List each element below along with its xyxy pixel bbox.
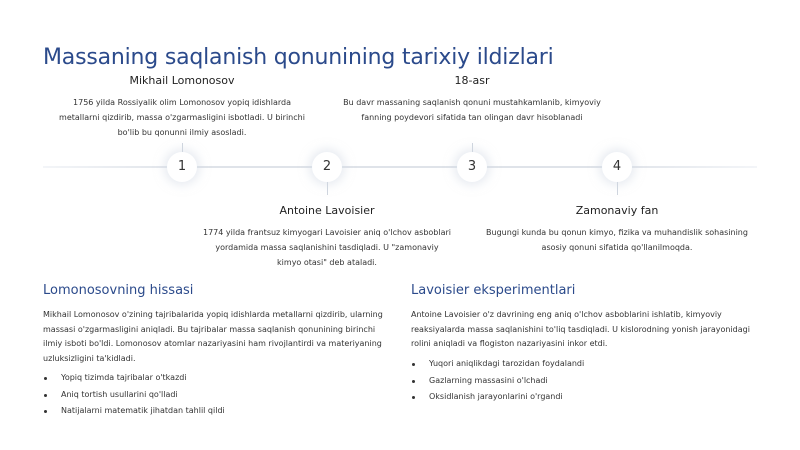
bullet-icon <box>412 396 415 399</box>
bullet-icon <box>44 394 47 397</box>
bullet-icon <box>412 380 415 383</box>
list-item-text: Yopiq tizimda tajribalar o'tkazdi <box>61 373 187 382</box>
list-item <box>411 389 584 406</box>
section-text-lavoisier: Antoine Lavoisier o'z davrining eng aniq o'lchov asboblarini ishlatib, kimyoviy reaksiyalarda massa saqlanishini to'liq tasdiqladi. U kislorodning yonish jarayonidagi rolini aniqladi va flogiston nazariyasini inkor etdi. <box>411 310 750 348</box>
timeline-event-18th-century <box>332 74 612 125</box>
timeline-event-modern-science <box>477 204 757 255</box>
event-text: Bugungi kunda bu qonun kimyo, fizika va muhandislik sohasining asosiy qonuni sifatida qo'llanilmoqda. <box>486 228 748 252</box>
list-item-text: Oksidlanish jarayonlarini o'rgandi <box>429 392 563 401</box>
bullet-icon <box>44 410 47 413</box>
section-text-lomonosov: Mikhail Lomonosov o'zining tajribalarida yopiq idishlarda metallarni qizdirib, ularning massasi o'zgarmasligini aniqladi. Bu tajribalar massa saqlanish qonunining birinchi ilmiy isboti bo'ldi. Lomonosov atomlar nazariyasini ham rivojlantirdi va materiyaning uzluksizligini ta'kidladi. <box>43 310 383 363</box>
bullet-list-lavoisier <box>411 356 584 406</box>
section-title-lavoisier: Lavoisier eksperimentlari <box>411 283 576 298</box>
timeline-node-4: 4 <box>602 152 632 182</box>
list-item <box>43 403 225 420</box>
timeline-line <box>43 166 757 168</box>
list-item-text: Yuqori aniqlikdagi tarozidan foydalandi <box>429 359 585 368</box>
timeline-event-lavoisier <box>197 204 457 270</box>
list-item <box>43 370 225 387</box>
event-text: 1774 yilda frantsuz kimyogari Lavoisier aniq o'lchov asboblari yordamida massa saqlanishini tasdiqladi. U "zamonaviy kimyo otasi" deb ataladi. <box>203 228 451 267</box>
event-heading: Antoine Lavoisier <box>279 204 375 217</box>
timeline-node-2: 2 <box>312 152 342 182</box>
list-item-text: Natijalarni matematik jihatdan tahlil qildi <box>61 406 225 415</box>
event-heading: Mikhail Lomonosov <box>129 74 235 87</box>
timeline-node-1: 1 <box>167 152 197 182</box>
list-item-text: Gazlarning massasini o'lchadi <box>429 375 548 385</box>
timeline-connector-4 <box>617 181 618 195</box>
timeline-node-3: 3 <box>457 152 487 182</box>
list-item <box>43 387 225 404</box>
event-heading: Zamonaviy fan <box>575 204 659 217</box>
bullet-list-lomonosov <box>43 370 225 420</box>
event-heading: 18-asr <box>454 74 490 87</box>
list-item <box>411 373 584 390</box>
event-text: Bu davr massaning saqlanish qonuni mustahkamlanib, kimyoviy fanning poydevori sifatida tan olingan davr hisoblanadi <box>343 98 601 122</box>
event-text: 1756 yilda Rossiyalik olim Lomonosov yopiq idishlarda metallarni qizdirib, massa o'zgarmasligini isbotladi. U birinchi bo'lib bu qonunni ilmiy asosladi. <box>59 98 305 137</box>
timeline-event-lomonosov <box>52 74 312 140</box>
section-title-lomonosov: Lomonosovning hissasi <box>43 283 194 298</box>
list-item <box>411 356 584 373</box>
bullet-icon <box>412 363 415 366</box>
bullet-icon <box>44 377 47 380</box>
page-title: Massaning saqlanish qonunining tarixiy ildizlari <box>43 44 554 70</box>
timeline-connector-2 <box>327 181 328 195</box>
list-item-text: Aniq tortish usullarini qo'lladi <box>61 389 178 399</box>
